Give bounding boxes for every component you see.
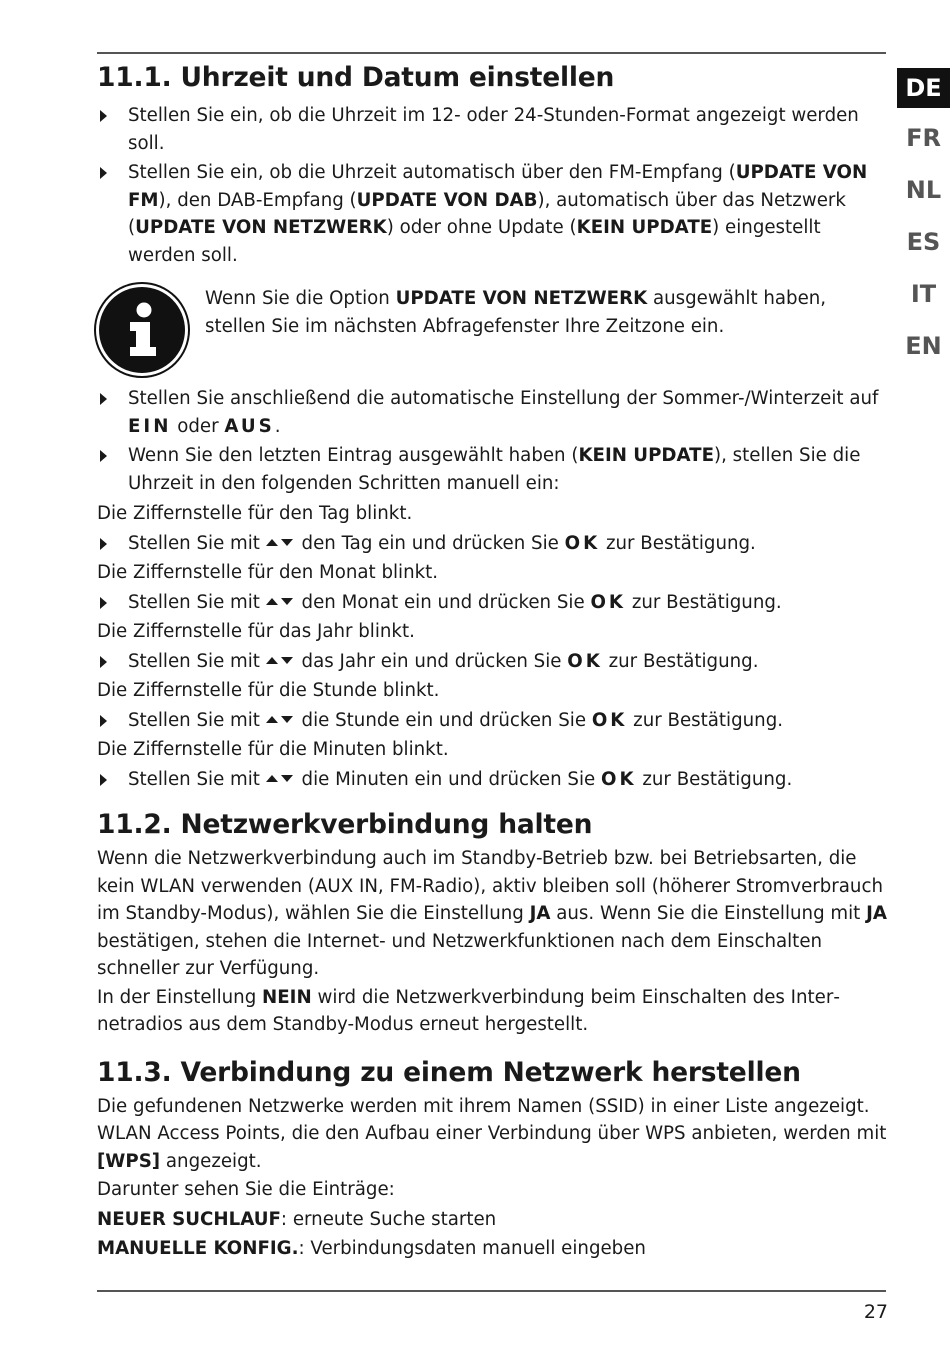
bullet-text: ) eingestellt werden soll. <box>128 217 821 266</box>
button-label: EIN <box>128 415 172 437</box>
info-text <box>205 285 887 340</box>
paragraph: Darunter sehen Sie die Einträge: <box>97 1179 395 1200</box>
menu-option: UPDATE VON NETZWERK <box>395 288 648 309</box>
step-text: Stellen Sie mit <box>128 591 260 613</box>
step-text: Stellen Sie mit <box>128 532 260 554</box>
step-text: Stellen Sie mit <box>128 709 260 731</box>
step-item <box>97 589 887 617</box>
step-text: zur Bestätigung. <box>631 591 782 613</box>
status-line: Die Ziffernstelle für das Jahr blinkt. <box>97 621 415 642</box>
section-heading-11-1: 11.1. Uhrzeit und Datum einstellen <box>97 62 615 93</box>
menu-option: KEIN UPDATE <box>576 217 713 238</box>
list-item <box>97 385 887 440</box>
step-text: zur Bestätigung. <box>633 709 784 731</box>
menu-option: UPDATE VON NETZWERK <box>135 217 387 238</box>
entry-new-scan <box>97 1206 887 1234</box>
lang-tab-de[interactable]: DE <box>897 68 950 108</box>
step-text: zur Bestätigung. <box>608 650 759 672</box>
status-line: Die Ziffernstelle für die Minuten blinkt. <box>97 739 449 760</box>
step-text: den Tag ein und drücken Sie <box>301 532 559 554</box>
bullet-text: Stellen Sie ein, ob die Uhrzeit automatisch über den FM-Empfang ( <box>128 162 736 183</box>
info-icon <box>99 287 185 373</box>
bullet-text: ) oder ohne Update ( <box>386 217 577 238</box>
menu-option: JA <box>529 903 551 924</box>
arrow-up-icon <box>266 716 278 723</box>
bullet-text: ), stellen Sie die Uhrzeit in den folgenden Schritten manuell ein: <box>128 445 861 494</box>
section-heading-11-2: 11.2. Netzwerkverbindung halten <box>97 809 593 840</box>
top-rule <box>97 52 886 54</box>
lang-tab-en[interactable]: EN <box>905 332 942 360</box>
step-text: zur Bestätigung. <box>605 532 756 554</box>
menu-option: UPDATE VON FM <box>128 162 868 211</box>
paragraph-text: aus. Wenn Sie die Einstellung mit <box>550 903 867 924</box>
bullet-text: Wenn Sie den letzten Eintrag ausgewählt haben ( <box>128 445 579 466</box>
arrow-down-icon <box>281 598 293 605</box>
paragraph-text: wird die Netzwerkverbindung beim Einschalten des Internetradios aus dem Standby-Modus erneut hergestellt. <box>97 986 840 1035</box>
menu-option: NEIN <box>262 986 312 1008</box>
paragraph <box>97 845 887 983</box>
step-text: die Minuten ein und drücken Sie <box>301 768 596 790</box>
menu-option: NEUER SUCHLAUF <box>97 1208 281 1230</box>
step-text: die Stunde ein und drücken Sie <box>301 709 587 731</box>
status-line: Die Ziffernstelle für den Monat blinkt. <box>97 562 439 583</box>
bullet-text: Stellen Sie ein, ob die Uhrzeit im 12- oder 24-Stunden-Format angezeigt werden soll. <box>128 105 859 154</box>
menu-option: UPDATE VON DAB <box>356 189 538 211</box>
bullet-text: oder <box>171 415 225 437</box>
page-content <box>97 60 887 1263</box>
lang-tab-fr[interactable]: FR <box>906 124 941 152</box>
entry-description: : Verbindungsdaten manuell eingeben <box>298 1238 646 1259</box>
list-item <box>97 159 887 269</box>
menu-option: [WPS] <box>97 1150 161 1172</box>
bullet-text: Stellen Sie anschließend die automatische Einstellung der Sommer-/Winterzeit auf <box>128 388 879 409</box>
ok-key-label: OK <box>567 650 603 672</box>
status-line: Die Ziffernstelle für den Tag blinkt. <box>97 503 413 524</box>
page-number: 27 <box>863 1301 888 1323</box>
menu-option: JA <box>866 903 887 924</box>
step-text: das Jahr ein und drücken Sie <box>301 650 562 672</box>
step-item <box>97 530 887 558</box>
step-text: den Monat ein und drücken Sie <box>301 591 585 613</box>
info-text-part: Wenn Sie die Option <box>205 288 396 309</box>
ok-key-label: OK <box>601 768 637 790</box>
paragraph-text: Wenn die Netzwerkverbindung auch im Standby-Betrieb bzw. bei Betriebsarten, die kein WLAN verwenden (AUX IN, FM-Radio), aktiv bleiben soll (höherer Stromverbrauch im Standby-Modus), wählen Sie die Einstellung <box>97 848 883 924</box>
arrow-up-icon <box>266 598 278 605</box>
entry-description: : erneute Suche starten <box>280 1208 497 1230</box>
paragraph-text: Die gefundenen Netzwerke werden mit ihrem Namen (SSID) in einer Liste angezeigt. WLAN Access Points, die den Aufbau einer Verbindung über WPS anbieten, werden mit <box>97 1095 887 1144</box>
bottom-rule <box>97 1290 886 1292</box>
info-text-part: ausgewählt haben, stellen Sie im nächsten Abfragefenster Ihre Zeitzone ein. <box>205 288 827 337</box>
paragraph-text: In der Einstellung <box>97 986 263 1008</box>
arrow-down-icon <box>281 539 293 546</box>
paragraph <box>97 984 887 1039</box>
paragraph <box>97 1093 887 1176</box>
arrow-up-icon <box>266 539 278 546</box>
lang-tab-it[interactable]: IT <box>910 280 937 308</box>
arrow-down-icon <box>281 716 293 723</box>
step-item <box>97 766 887 794</box>
list-item <box>97 102 887 157</box>
bullet-text: ), automatisch über das Netzwerk ( <box>128 189 846 238</box>
paragraph-text: angezeigt. <box>160 1150 262 1172</box>
step-text: zur Bestätigung. <box>642 768 793 790</box>
arrow-down-icon <box>281 657 293 664</box>
lang-tab-nl[interactable]: NL <box>905 176 942 204</box>
ok-key-label: OK <box>590 591 627 613</box>
entry-manual-config <box>97 1235 887 1263</box>
arrow-up-icon <box>266 657 278 664</box>
section-heading-11-3: 11.3. Verbindung zu einem Netzwerk herstellen <box>97 1056 801 1088</box>
paragraph-text: bestätigen, stehen die Internet- und Netzwerkfunktionen nach dem Einschalten schneller zur Verfügung. <box>97 930 823 979</box>
step-item <box>97 648 887 676</box>
step-text: Stellen Sie mit <box>128 768 260 790</box>
menu-option: KEIN UPDATE <box>578 445 714 466</box>
status-line: Die Ziffernstelle für die Stunde blinkt. <box>97 680 440 701</box>
ok-key-label: OK <box>591 709 628 731</box>
lang-tab-es[interactable]: ES <box>906 228 941 256</box>
ok-key-label: OK <box>564 532 601 554</box>
bullet-text: ), den DAB-Empfang ( <box>158 189 357 211</box>
list-item <box>97 442 887 497</box>
button-label: AUS <box>224 415 275 437</box>
step-item <box>97 707 887 735</box>
menu-option: MANUELLE KONFIG. <box>97 1238 299 1259</box>
bullet-text: . <box>274 415 281 437</box>
manual-steps <box>97 500 887 793</box>
step-text: Stellen Sie mit <box>128 650 260 672</box>
info-note <box>97 281 887 375</box>
arrow-up-icon <box>266 775 278 782</box>
arrow-down-icon <box>281 775 293 782</box>
